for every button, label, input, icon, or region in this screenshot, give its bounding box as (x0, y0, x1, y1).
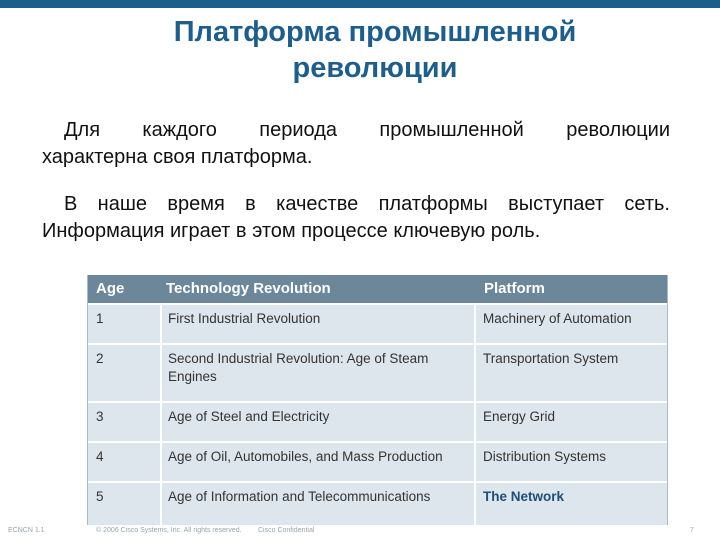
paragraph-1-line-1: Для каждого периода промышленной революции (64, 119, 670, 141)
table-row (88, 441, 667, 481)
cell-platform-highlight: The Network (483, 489, 565, 504)
paragraph-2-line-1: В наше время в качестве платформы выступает сеть. (64, 193, 670, 215)
footer-copyright: © 2006 Cisco Systems, Inc. All rights reserved. (96, 527, 242, 534)
header-age: Age (96, 280, 125, 297)
top-band (0, 0, 720, 8)
cell-technology: First Industrial Revolution (168, 311, 321, 326)
header-technology-revolution: Technology Revolution (166, 280, 331, 297)
table-row (88, 303, 667, 343)
footer-course: ECNCN 1.1 (8, 527, 45, 534)
slide-title: Платформа промышленной революции (173, 16, 577, 84)
cell-age: 4 (96, 449, 104, 464)
column-divider (474, 303, 476, 525)
cell-technology: Second Industrial Revolution: Age of Steam Engines (168, 351, 429, 384)
table-row (88, 481, 667, 525)
paragraph-2 (42, 191, 670, 245)
footer-confidential: Cisco Confidential (258, 527, 315, 534)
cell-age: 1 (96, 311, 104, 326)
paragraph-1-line-2: характерна своя платформа. (42, 146, 313, 168)
cell-technology: Age of Information and Telecommunications (168, 489, 431, 504)
column-divider (160, 303, 162, 525)
table-row (88, 343, 667, 401)
cell-platform: Distribution Systems (483, 449, 607, 464)
table-row (88, 401, 667, 441)
footer-page-number: 7 (690, 527, 694, 534)
table-header (88, 275, 667, 303)
cell-platform: Machinery of Automation (483, 311, 632, 326)
paragraph-2-line-2: Информация играет в этом процессе ключевую роль. (42, 220, 541, 242)
cell-technology: Age of Oil, Automobiles, and Mass Production (168, 449, 443, 464)
cell-age: 2 (96, 351, 104, 366)
cell-technology: Age of Steel and Electricity (168, 409, 330, 424)
cell-age: 5 (96, 489, 104, 504)
header-platform: Platform (484, 280, 545, 297)
cell-age: 3 (96, 409, 104, 424)
cell-platform: Transportation System (483, 351, 619, 366)
revolution-table (87, 275, 668, 525)
paragraph-1 (42, 117, 670, 171)
cell-platform: Energy Grid (483, 409, 556, 424)
